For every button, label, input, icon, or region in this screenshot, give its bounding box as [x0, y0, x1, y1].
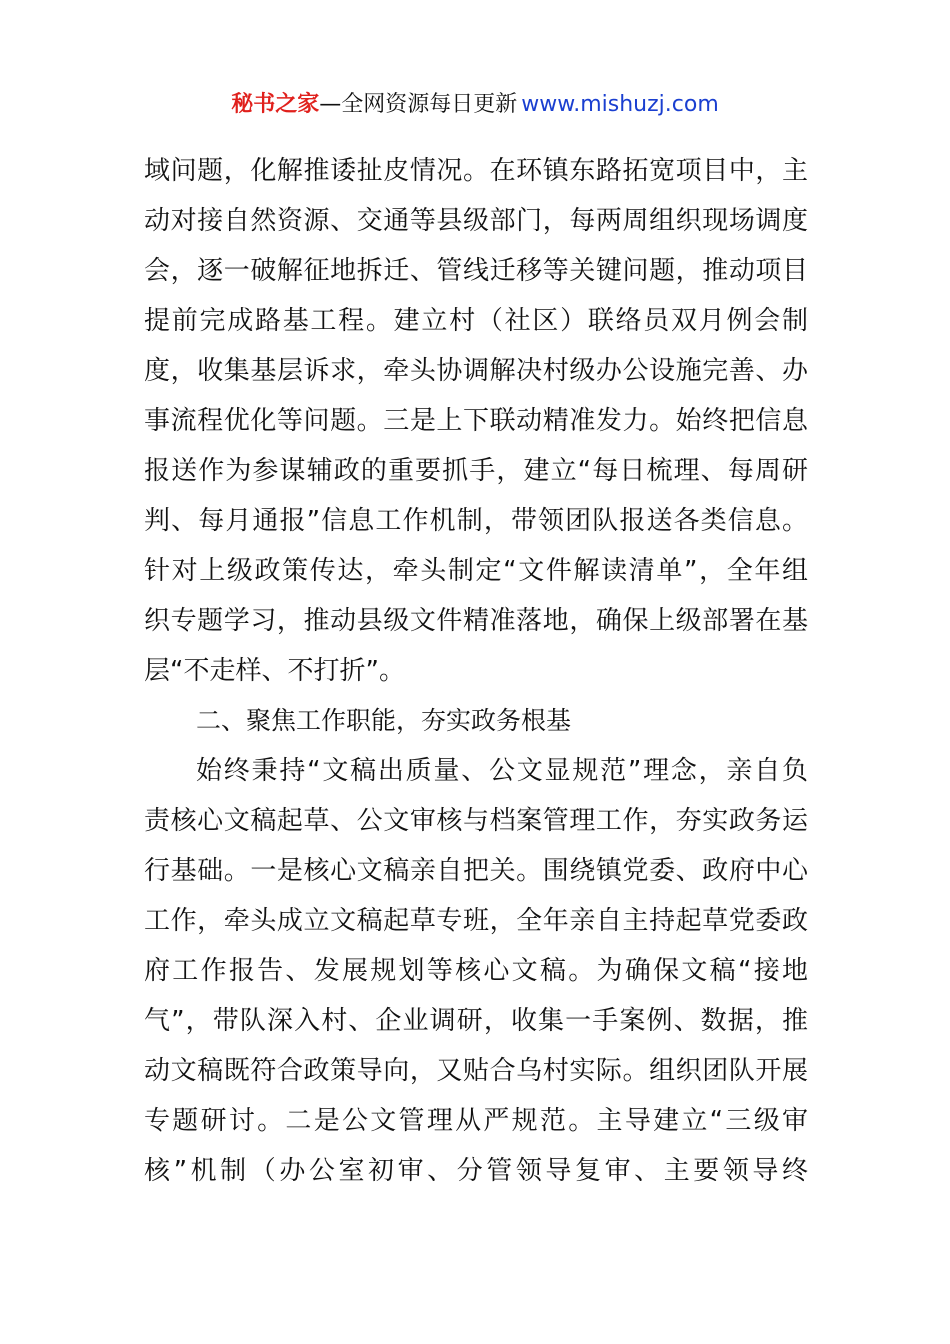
- body-line: 提前完成路基工程。建立村（社区）联络员双月例会制: [144, 306, 808, 336]
- body-line: 报送作为参谋辅政的重要抓手，建立“每日梳理、每周研: [144, 456, 808, 486]
- brand-name: 秘书之家: [231, 92, 320, 117]
- body-line: 度，收集基层诉求，牵头协调解决村级办公设施完善、办: [144, 356, 808, 386]
- header-url-link[interactable]: www.mishuzj.com: [521, 92, 719, 117]
- body-line: 行基础。一是核心文稿亲自把关。围绕镇党委、政府中心: [144, 856, 808, 886]
- header-slogan: 全网资源每日更新: [341, 92, 518, 117]
- body-line: 始终秉持“文稿出质量、公文显规范”理念，亲自负: [196, 756, 808, 786]
- body-line: 域问题，化解推诿扯皮情况。在环镇东路拓宽项目中，主: [144, 156, 808, 186]
- document-body: [144, 146, 808, 1196]
- body-line: 事流程优化等问题。三是上下联动精准发力。始终把信息: [144, 406, 808, 436]
- body-line: 责核心文稿起草、公文审核与档案管理工作，夯实政务运: [144, 806, 808, 836]
- header-dash: —: [319, 92, 342, 117]
- body-line: 府工作报告、发展规划等核心文稿。为确保文稿“接地: [144, 956, 808, 986]
- body-line: 专题研讨。二是公文管理从严规范。主导建立“三级审: [144, 1106, 808, 1136]
- body-line: 工作，牵头成立文稿起草专班，全年亲自主持起草党委政: [144, 906, 808, 936]
- body-line: 核”机制（办公室初审、分管领导复审、主要领导终: [144, 1156, 808, 1186]
- body-line: 动文稿既符合政策导向，又贴合乌村实际。组织团队开展: [144, 1056, 808, 1086]
- page-header: [0, 88, 950, 122]
- section-heading: 二、聚焦工作职能，夯实政务根基: [196, 706, 572, 735]
- body-line: 针对上级政策传达，牵头制定“文件解读清单”，全年组: [144, 556, 808, 586]
- body-line: 判、每月通报”信息工作机制，带领团队报送各类信息。: [144, 506, 808, 536]
- body-line: 气”，带队深入村、企业调研，收集一手案例、数据，推: [144, 1006, 808, 1036]
- body-line: 层“不走样、不打折”。: [144, 656, 405, 686]
- body-line: 织专题学习，推动县级文件精准落地，确保上级部署在基: [144, 606, 808, 636]
- body-line: 会，逐一破解征地拆迁、管线迁移等关键问题，推动项目: [144, 256, 808, 286]
- body-line: 动对接自然资源、交通等县级部门，每两周组织现场调度: [144, 206, 808, 236]
